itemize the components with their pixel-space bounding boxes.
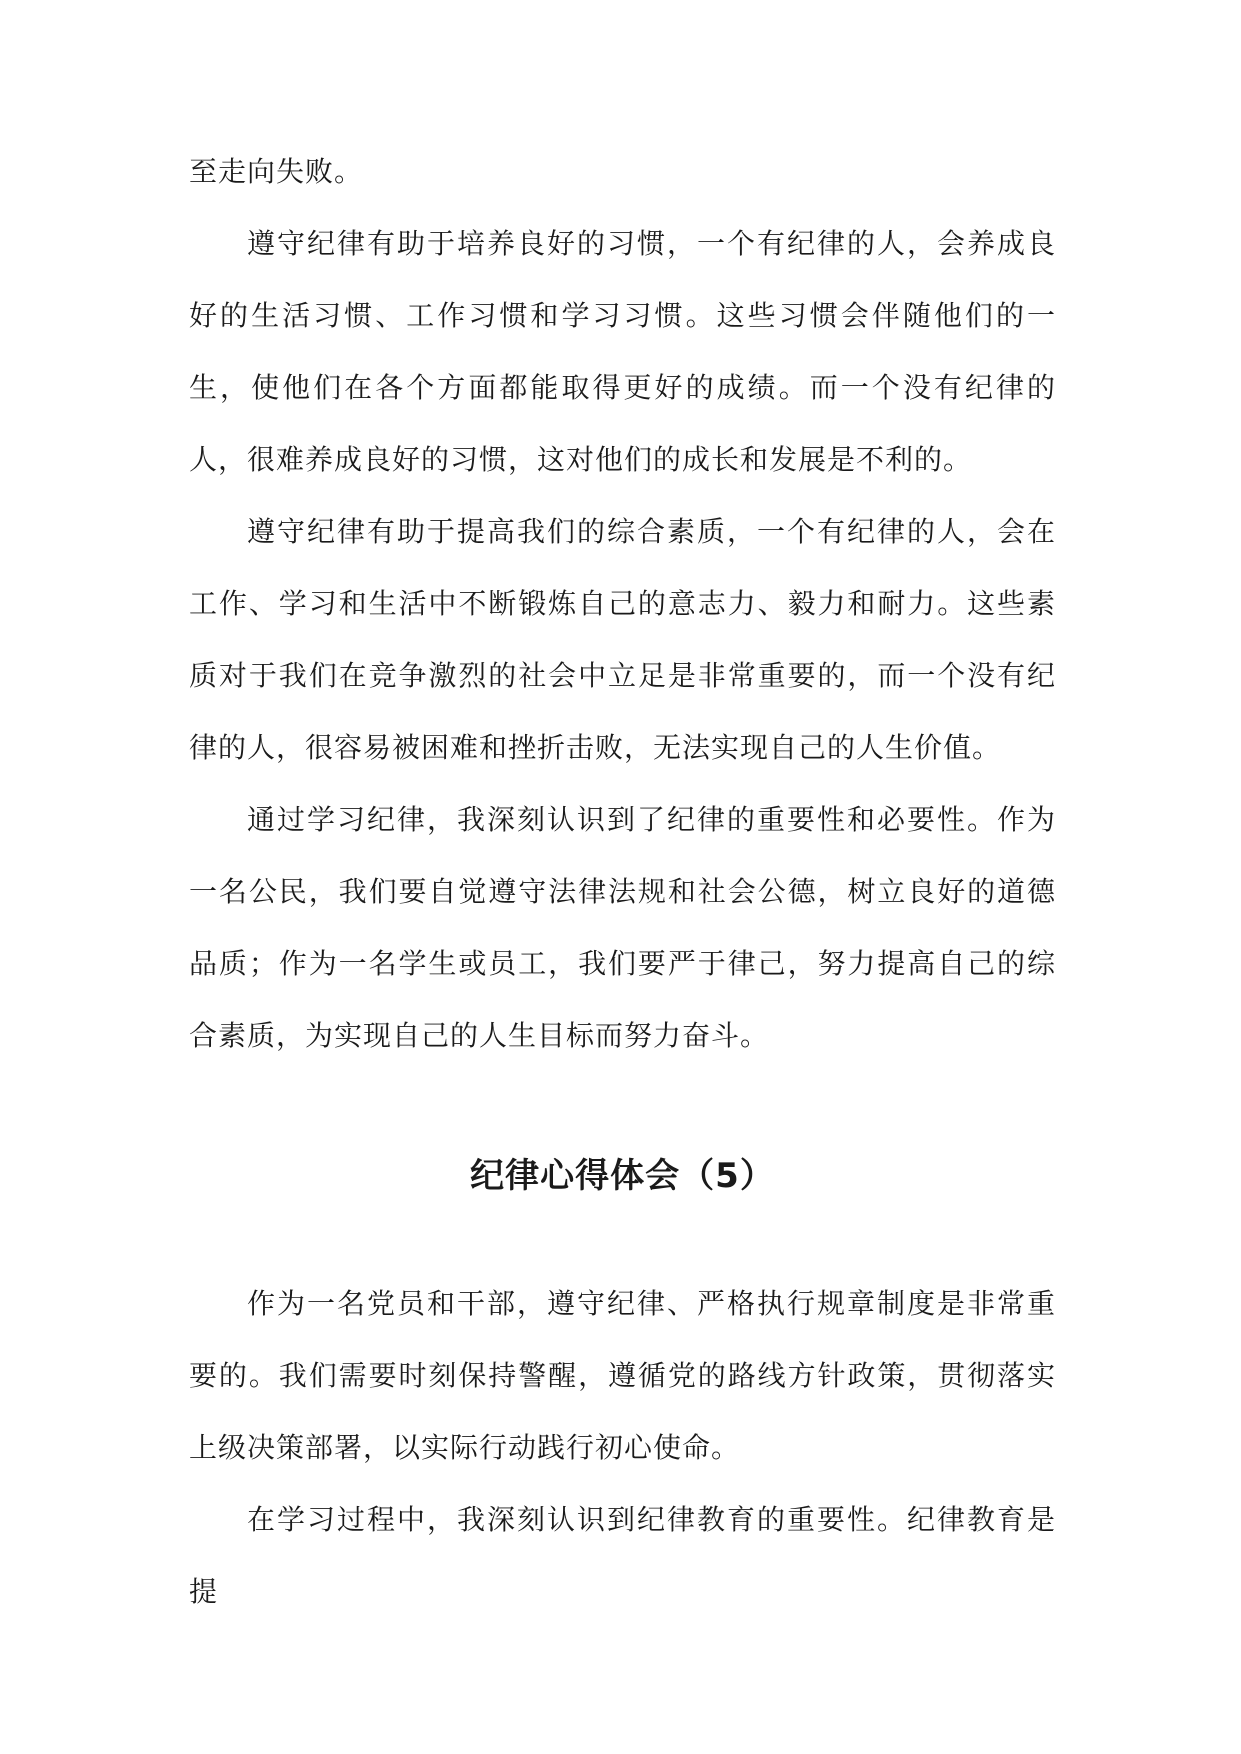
paragraph-comprehensive-quality: 遵守纪律有助于提高我们的综合素质，一个有纪律的人，会在工作、学习和生活中不断锻炼自己的意志力、毅力和耐力。这些素质对于我们在竞争激烈的社会中立足是非常重要的，而一个没有纪律的人，很容易被困难和挫折击败，无法实现自己的人生价值。 <box>189 515 1056 764</box>
paragraph-good-habits: 遵守纪律有助于培养良好的习惯，一个有纪律的人，会养成良好的生活习惯、工作习惯和学习习惯。这些习惯会伴随他们的一生，使他们在各个方面都能取得更好的成绩。而一个没有纪律的人，很难养成良好的习惯，这对他们的成长和发展是不利的。 <box>189 227 1056 476</box>
section-title: 纪律心得体会（5） <box>470 1156 775 1196</box>
paragraph-continuation: 至走向失败。 <box>189 155 364 188</box>
paragraph-party-member: 作为一名党员和干部，遵守纪律、严格执行规章制度是非常重要的。我们需要时刻保持警醒，遵循党的路线方针政策，贯彻落实上级决策部署，以实际行动践行初心使命。 <box>189 1287 1056 1464</box>
paragraph-importance-of-discipline: 通过学习纪律，我深刻认识到了纪律的重要性和必要性。作为一名公民，我们要自觉遵守法律法规和社会公德，树立良好的道德品质；作为一名学生或员工，我们要严于律己，努力提高自己的综合素质，为实现自己的人生目标而努力奋斗。 <box>189 803 1056 1052</box>
paragraph-discipline-education: 在学习过程中，我深刻认识到纪律教育的重要性。纪律教育是提 <box>189 1503 1056 1608</box>
document-body <box>189 136 1056 1628</box>
